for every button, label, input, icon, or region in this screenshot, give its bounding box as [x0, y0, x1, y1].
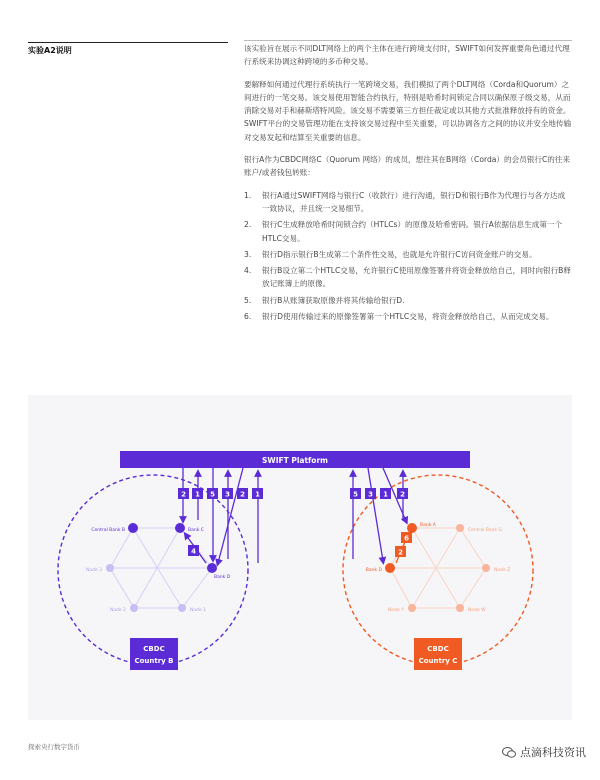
bank-d-left-node — [207, 563, 217, 573]
step-label: 5 — [353, 490, 358, 499]
bank-d-left-label: Bank D — [214, 575, 231, 580]
page-footer: 探索央行数字货币 — [28, 743, 80, 751]
step-label: 2 — [240, 490, 245, 499]
list-text: 银行A通过SWIFT网络与银行C（收款行）进行沟通，银行D和银行B作为代理行与各方达成一致协议，并且统一交易细节。 — [262, 190, 566, 213]
watermark — [502, 744, 586, 760]
step-label: 3 — [225, 490, 230, 499]
node-3-node — [106, 564, 114, 572]
step-label: 4 — [191, 547, 196, 556]
list-number: 5. — [244, 295, 252, 305]
node-2-node — [130, 604, 138, 612]
bank-d-right-node — [385, 563, 395, 573]
body-text — [244, 42, 572, 326]
step-label: 1 — [195, 490, 200, 499]
list-number: 1. — [244, 190, 252, 200]
wechat-icon — [502, 747, 516, 758]
node-1-node — [178, 604, 186, 612]
country-c-box — [414, 638, 462, 670]
node-y-label: Node Y — [388, 608, 404, 613]
country-c-line2: Country C — [418, 657, 458, 665]
network-b-step-labels — [178, 488, 263, 556]
paragraph-scenario: 银行A作为CBDC网络C（Quorum 网络）的成员，想往其在B网络（Corda）的会员银行C的往来账户/或者钱包转账： — [244, 155, 571, 178]
node-2-label: Node 2 — [109, 608, 126, 613]
country-c-line1: CBDC — [427, 645, 449, 653]
node-z-label: Node Z — [494, 568, 511, 573]
swift-diagram — [28, 395, 572, 720]
list-text: 银行D指示银行B生成第二个条件性交易，也就是允许银行C访问资金账户的交易。 — [262, 249, 537, 259]
country-b-box — [130, 638, 178, 670]
list-number: 2. — [244, 220, 252, 230]
paragraph-intro: 该实验旨在展示不同DLT网络上的两个主体在进行跨境支付时，SWIFT如何发挥重要角色通过代理行系统来协调这种跨境的多币种交易。 — [244, 44, 570, 67]
central-bank-b-node — [128, 523, 138, 533]
list-number: 4. — [244, 266, 252, 276]
country-b-line1: CBDC — [143, 645, 165, 653]
central-bank-b-label: Central Bank B — [91, 528, 125, 533]
step-label: 6 — [404, 534, 409, 543]
steps-list — [244, 189, 572, 324]
list-item — [244, 310, 572, 323]
country-b-line2: Country B — [134, 657, 174, 665]
bank-c-node — [175, 523, 185, 533]
paragraph-explain: 要解释如何通过代理行系统执行一笔跨境交易，我们模拟了两个DLT网络（Corda和Quorum）之间进行的一笔交易。该交易使用智能合约执行，特别是哈希时间锁定合同以确保原子级交易，从而消除交易对手和赫斯塔特风险。该交易不需要第三方担任裁定或以其他方式批准释放持有的资金。SWIFT平台的交易管理功能在支持该交易过程中至关重要，可以协调各方之间的协议并安全地传输对交易发起和结算至关重要的信息。 — [244, 79, 572, 142]
node-z-node — [482, 564, 490, 572]
step-label: 2 — [400, 490, 405, 499]
section-label: 实验A2说明 — [28, 42, 228, 56]
list-text: 银行B设立第二个HTLC交易，允许银行C使用原像签署并将资金释放给自己，同时向银行B释放记账簿上的原像。 — [262, 266, 571, 289]
swift-platform-label: SWIFT Platform — [262, 456, 328, 465]
list-item — [244, 189, 572, 216]
step-label: 5 — [210, 490, 215, 499]
node-3-label: Node 3 — [85, 568, 102, 573]
top-rule — [244, 40, 572, 41]
bank-a-label: Bank A — [420, 523, 436, 528]
node-1-label: Node 1 — [190, 608, 207, 613]
node-w-node — [456, 604, 464, 612]
diagram-svg — [28, 395, 572, 720]
list-item — [244, 248, 572, 261]
list-item — [244, 264, 572, 291]
step-label: 1 — [383, 490, 388, 499]
step-label: 2 — [398, 548, 403, 557]
list-number: 6. — [244, 312, 252, 322]
list-number: 3. — [244, 249, 252, 259]
bank-a-node — [407, 523, 417, 533]
node-w-label: Node W — [468, 608, 486, 613]
node-y-node — [408, 604, 416, 612]
central-bank-g-label: Central Bank G — [468, 528, 503, 533]
bank-d-right-label: Bank D — [365, 568, 382, 573]
list-item — [244, 294, 572, 307]
network-b-mesh — [110, 528, 212, 608]
step-label: 3 — [368, 490, 373, 499]
list-item — [244, 218, 572, 245]
bank-c-label: Bank C — [188, 528, 204, 533]
list-text: 银行B从账簿获取原像并将其传输给银行D. — [262, 295, 405, 305]
step-label: 2 — [181, 490, 186, 499]
step-label: 1 — [255, 490, 260, 499]
list-text: 银行C生成释放哈希时间锁合约（HTLCs）的原像及哈希密码。银行A依据信息生成第一个HTLC交易。 — [262, 220, 563, 243]
list-text: 银行D使用传输过来的原像签署第一个HTLC交易，将资金释放给自己，从而完成交易。 — [262, 312, 554, 322]
central-bank-g-node — [456, 524, 464, 532]
watermark-text: 点滴科技资讯 — [520, 746, 586, 759]
